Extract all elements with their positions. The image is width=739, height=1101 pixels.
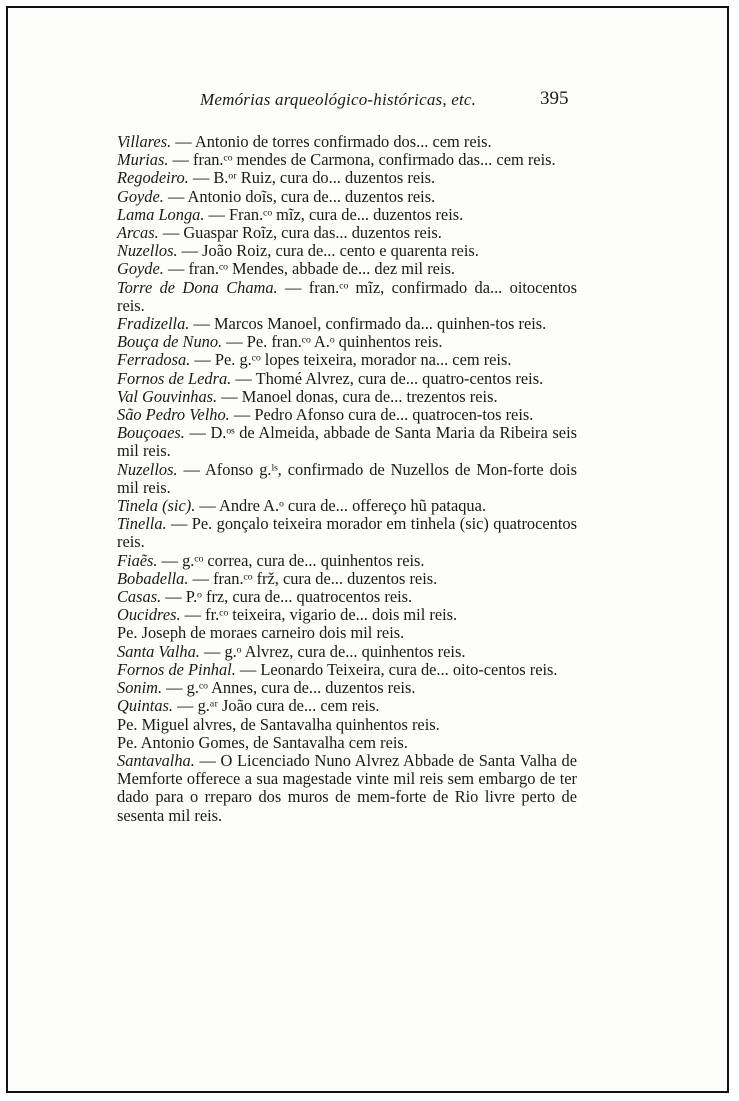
entry-line: Nuzellos. — Afonso g.ˡˢ, confirmado de Nuzellos de Mon-forte dois mil reis. <box>117 459 577 497</box>
entry-line: Casas. — P.ᵒ frz, cura de... quatrocentos reis. <box>117 587 413 607</box>
entry-line: Pe. Antonio Gomes, de Santavalha cem reis. <box>117 732 408 752</box>
entry-line: Oucidres. — fr.ᶜᵒ teixeira, vigario de... dois mil reis. <box>117 605 458 625</box>
entry-line: Ferradosa. — Pe. g.ᶜᵒ lopes teixeira, morador na... cem reis. <box>117 350 512 370</box>
running-title: Memórias arqueológico-históricas, etc. <box>200 90 477 109</box>
entry-line: Fradizella. — Marcos Manoel, confirmado da... quinhen-tos reis. <box>117 314 547 334</box>
entry-line: Goyde. — fran.ᶜᵒ Mendes, abbade de... dez mil reis. <box>117 259 455 279</box>
page-number: 395 <box>540 88 569 109</box>
entry-line: Lama Longa. — Fran.ᶜᵒ mĩz, cura de... duzentos reis. <box>117 204 464 224</box>
entry-line: Sonim. — g.ᶜᵒ Annes, cura de... duzentos reis. <box>117 678 416 698</box>
entry-line: Bouça de Nuno. — Pe. fran.ᶜᵒ A.ᵒ quinhentos reis. <box>117 332 443 352</box>
entry-line: Fornos de Ledra. — Thomé Alvrez, cura de... quatro-centos reis. <box>117 368 544 388</box>
entry-line: Tinella. — Pe. gonçalo teixeira morador em tinhela (sic) quatrocentos reis. <box>117 514 577 552</box>
entry-line: Santa Valha. — g.ᵒ Alvrez, cura de... quinhentos reis. <box>117 641 466 661</box>
text-block <box>117 133 577 825</box>
entry-line: Arcas. — Guaspar Roĩz, cura das... duzentos reis. <box>117 223 442 243</box>
entry-line: Tinela (sic). — Andre A.ᵒ cura de... offereço hũ pataqua. <box>117 496 487 516</box>
entry-line: Bobadella. — fran.ᶜᵒ frž, cura de... duzentos reis. <box>117 568 438 588</box>
entry-line: Fiaẽs. — g.ᶜᵒ correa, cura de... quinhentos reis. <box>117 550 425 570</box>
entry-line: Santavalha. — O Licenciado Nuno Alvrez Abbade de Santa Valha de Memforte offerece a sua magestade vinte mil reis sem embargo de ter dado para o rreparo dos muros de mem-forte de Rio livre perto de sesenta mil reis. <box>117 750 577 825</box>
entry-line: Torre de Dona Chama. — fran.ᶜᵒ mĩz, confirmado da... oitocentos reis. <box>117 277 577 315</box>
entry-line: Villares. — Antonio de torres confirmado dos... cem reis. <box>117 132 492 151</box>
entry-line: Goyde. — Antonio doĩs, cura de... duzentos reis. <box>117 186 436 206</box>
entry-line: Quintas. — g.ᵃʳ João cura de... cem reis. <box>117 696 380 716</box>
entry-line: Murias. — fran.ᶜᵒ mendes de Carmona, confirmado das... cem reis. <box>117 150 556 170</box>
entry-line: Pe. Miguel alvres, de Santavalha quinhentos reis. <box>117 714 440 734</box>
entry-line: Pe. Joseph de moraes carneiro dois mil reis. <box>117 623 405 643</box>
entry-line: Val Gouvinhas. — Manoel donas, cura de... trezentos reis. <box>117 386 498 406</box>
entry-line: Nuzellos. — João Roiz, cura de... cento e quarenta reis. <box>117 241 479 261</box>
entry-line: São Pedro Velho. — Pedro Afonso cura de... quatrocen-tos reis. <box>117 405 534 425</box>
entry-line: Regodeiro. — B.ᵒʳ Ruiz, cura do... duzentos reis. <box>117 168 436 188</box>
entry-line: Bouçoaes. — D.ᵒˢ de Almeida, abbade de Santa Maria da Ribeira seis mil reis. <box>117 423 577 461</box>
entry-line: Fornos de Pinhal. — Leonardo Teixeira, cura de... oito-centos reis. <box>117 659 558 679</box>
